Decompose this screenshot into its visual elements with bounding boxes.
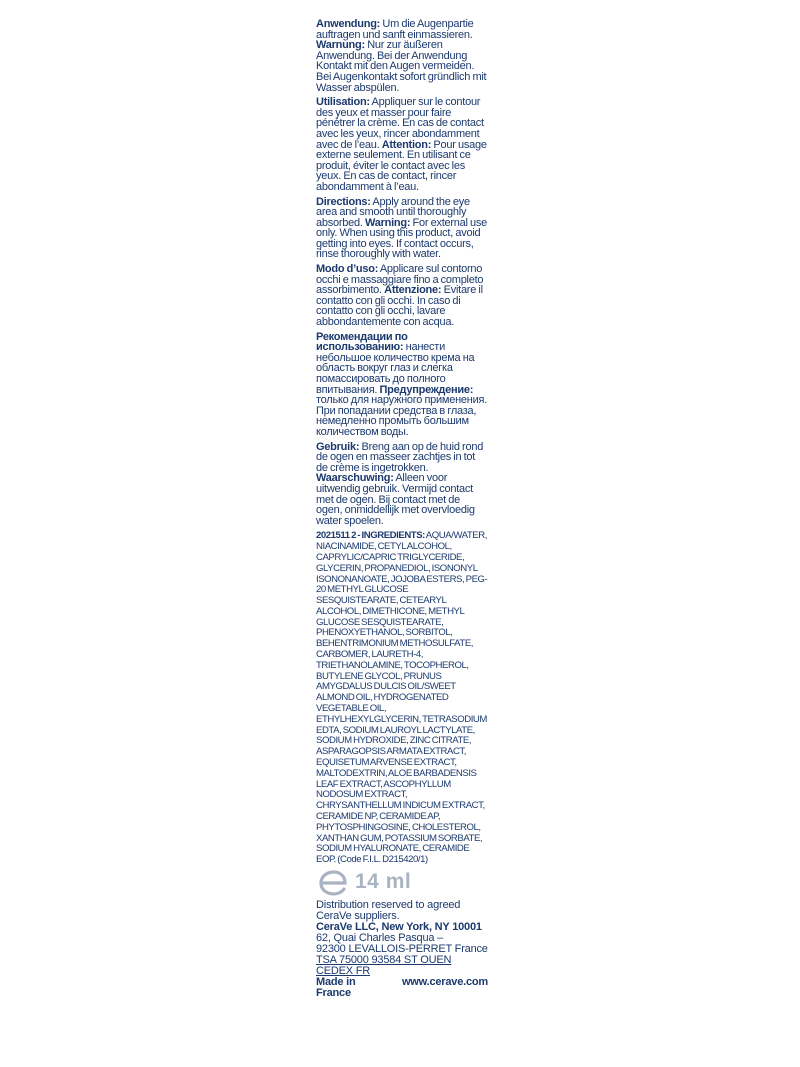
usage-heading-nl: Gebruik: xyxy=(316,440,360,453)
made-in-row xyxy=(316,977,488,999)
usage-text-en: Apply around the eye area and smooth until thoroughly absorbed. xyxy=(316,195,470,229)
warning-heading-en: Warning: xyxy=(364,216,411,229)
warning-text-it: Evitare il contatto con gli occhi. In caso di contatto con gli occhi, lavare abbondantemente con acqua. xyxy=(316,284,483,329)
usage-text-ru: нанести небольшое количество крема на область вокруг глаз и слегка помассировать до полного впитывания. xyxy=(316,341,475,396)
warning-text-en: For external use only. When using this product, avoid getting into eyes. If contact occurs, rinse thoroughly with water. xyxy=(316,216,488,261)
usage-section-nl xyxy=(316,442,488,527)
warning-heading-it: Attenzione: xyxy=(384,284,442,297)
address-line-1: 62, Quai Charles Pasqua – xyxy=(316,932,444,945)
usage-text-it: Applicare sul contorno occhi e massaggiare fino a completo assorbimento. xyxy=(316,263,484,297)
estimated-sign-icon xyxy=(316,868,350,896)
warning-heading-nl: Waarschuwing: xyxy=(316,472,394,485)
warning-heading-de: Warnung: xyxy=(316,39,365,52)
usage-heading-en: Directions: xyxy=(316,195,371,208)
net-volume: 14 ml xyxy=(355,870,412,894)
usage-text-fr: Appliquer sur le contour des yeux et masser pour faire pénétrer la crème. En cas de contact avec les yeux, rincer abondamment avec de l’eau. xyxy=(316,96,484,151)
usage-section-ru xyxy=(316,332,488,438)
warning-text-fr: Pour usage externe seulement. En utilisant ce produit, éviter le contact avec les yeux. En cas de contact, rincer abondamment à l’eau. xyxy=(316,138,487,193)
warning-text-de: Nur zur äußeren Anwendung. Bei der Anwendung Kontakt mit den Augen vermeiden. Bei Augenkontakt sofort gründlich mit Wasser abspülen. xyxy=(316,39,487,94)
company-name: CeraVe LLC, New York, NY 10001 xyxy=(316,921,482,934)
usage-section-it xyxy=(316,264,488,328)
usage-heading-it: Modo d’uso: xyxy=(316,263,379,276)
website-text: www.cerave.com xyxy=(401,976,488,989)
warning-heading-fr: Attention: xyxy=(381,138,432,151)
usage-heading-ru: Рекомендации по использованию: xyxy=(316,330,408,354)
usage-text-de: Um die Augenpartie auftragen und sanft einmassieren. xyxy=(316,18,474,41)
warning-text-nl: Alleen voor uitwendig gebruik. Vermijd contact met de ogen. Bij contact met de ogen, onmiddellijk met overvloedig water spoelen. xyxy=(316,472,475,527)
distribution-info xyxy=(316,900,488,999)
address-line-3: TSA 75000 93584 ST OUEN CEDEX FR xyxy=(316,954,452,978)
warning-heading-ru: Предупреждение: xyxy=(379,383,474,396)
usage-heading-fr: Utilisation: xyxy=(316,96,370,109)
ingredients-list xyxy=(316,531,488,866)
usage-section-fr xyxy=(316,97,488,192)
usage-text-nl: Breng aan op de huid rond de ogen en masseer zachtjes in tot de crème is ingetrokken. xyxy=(316,440,484,474)
usage-heading-de: Anwendung: xyxy=(316,18,381,30)
ingredients-heading: 2021511 2 - INGREDIENTS: xyxy=(316,530,425,542)
warning-text-ru: только для наружного применения. При попадании средства в глаза, немедленно промыть большим количеством воды. xyxy=(316,394,488,438)
usage-section-de xyxy=(316,19,488,93)
usage-section-en xyxy=(316,197,488,261)
made-in-label: Made in France xyxy=(316,976,356,1000)
ingredients-text: AQUA/WATER, NIACINAMIDE, CETYL ALCOHOL, CAPRYLIC/CAPRIC TRIGLYCERIDE, GLYCERIN, PROPANEDIOL, ISONONYL ISONONANOATE, JOJOBA ESTERS, PEG-20 METHYL GLUCOSE SESQUISTEARATE, CETEARYL ALCOHOL, DIMETHICONE, METHYL GLUCOSE SESQUISTEARATE, PHENOXYETHANOL, SORBITOL, BEHENTRIMONIUM METHOSULFATE, CARBOMER, LAURETH-4, TRIETHANOLAMINE, TOCOPHEROL, BUTYLENE GLYCOL, PRUNUS AMYGDALUS DULCIS OIL/SWEET ALMOND OIL, HYDROGENATED VEGETABLE OIL, ETHYLHEXYLGLYCERIN, TETRASODIUM EDTA, SODIUM LAUROYL LACTYLATE, SODIUM HYDROXIDE, ZINC CITRATE, ASPARAGOPSIS ARMATA EXTRACT, EQUISETUM ARVENSE EXTRACT, MALTODEXTRIN, ALOE BARBADENSIS LEAF EXTRACT, ASCOPHYLLUM NODOSUM EXTRACT, CHRYSANTHELLUM INDICUM EXTRACT, CERAMIDE NP, CERAMIDE AP, PHYTOSPHINGOSINE, CHOLESTEROL, XANTHAN GUM, POTASSIUM SORBATE, SODIUM HYALURONATE, CERAMIDE EOP. (Code F.I.L. D215420/1) xyxy=(316,530,488,866)
address-line-2: 92300 LEVALLOIS-PERRET France xyxy=(316,943,488,956)
product-label-text-panel xyxy=(316,19,488,999)
distribution-notice: Distribution reserved to agreed CeraVe suppliers. xyxy=(316,899,461,923)
volume-row xyxy=(316,868,488,896)
